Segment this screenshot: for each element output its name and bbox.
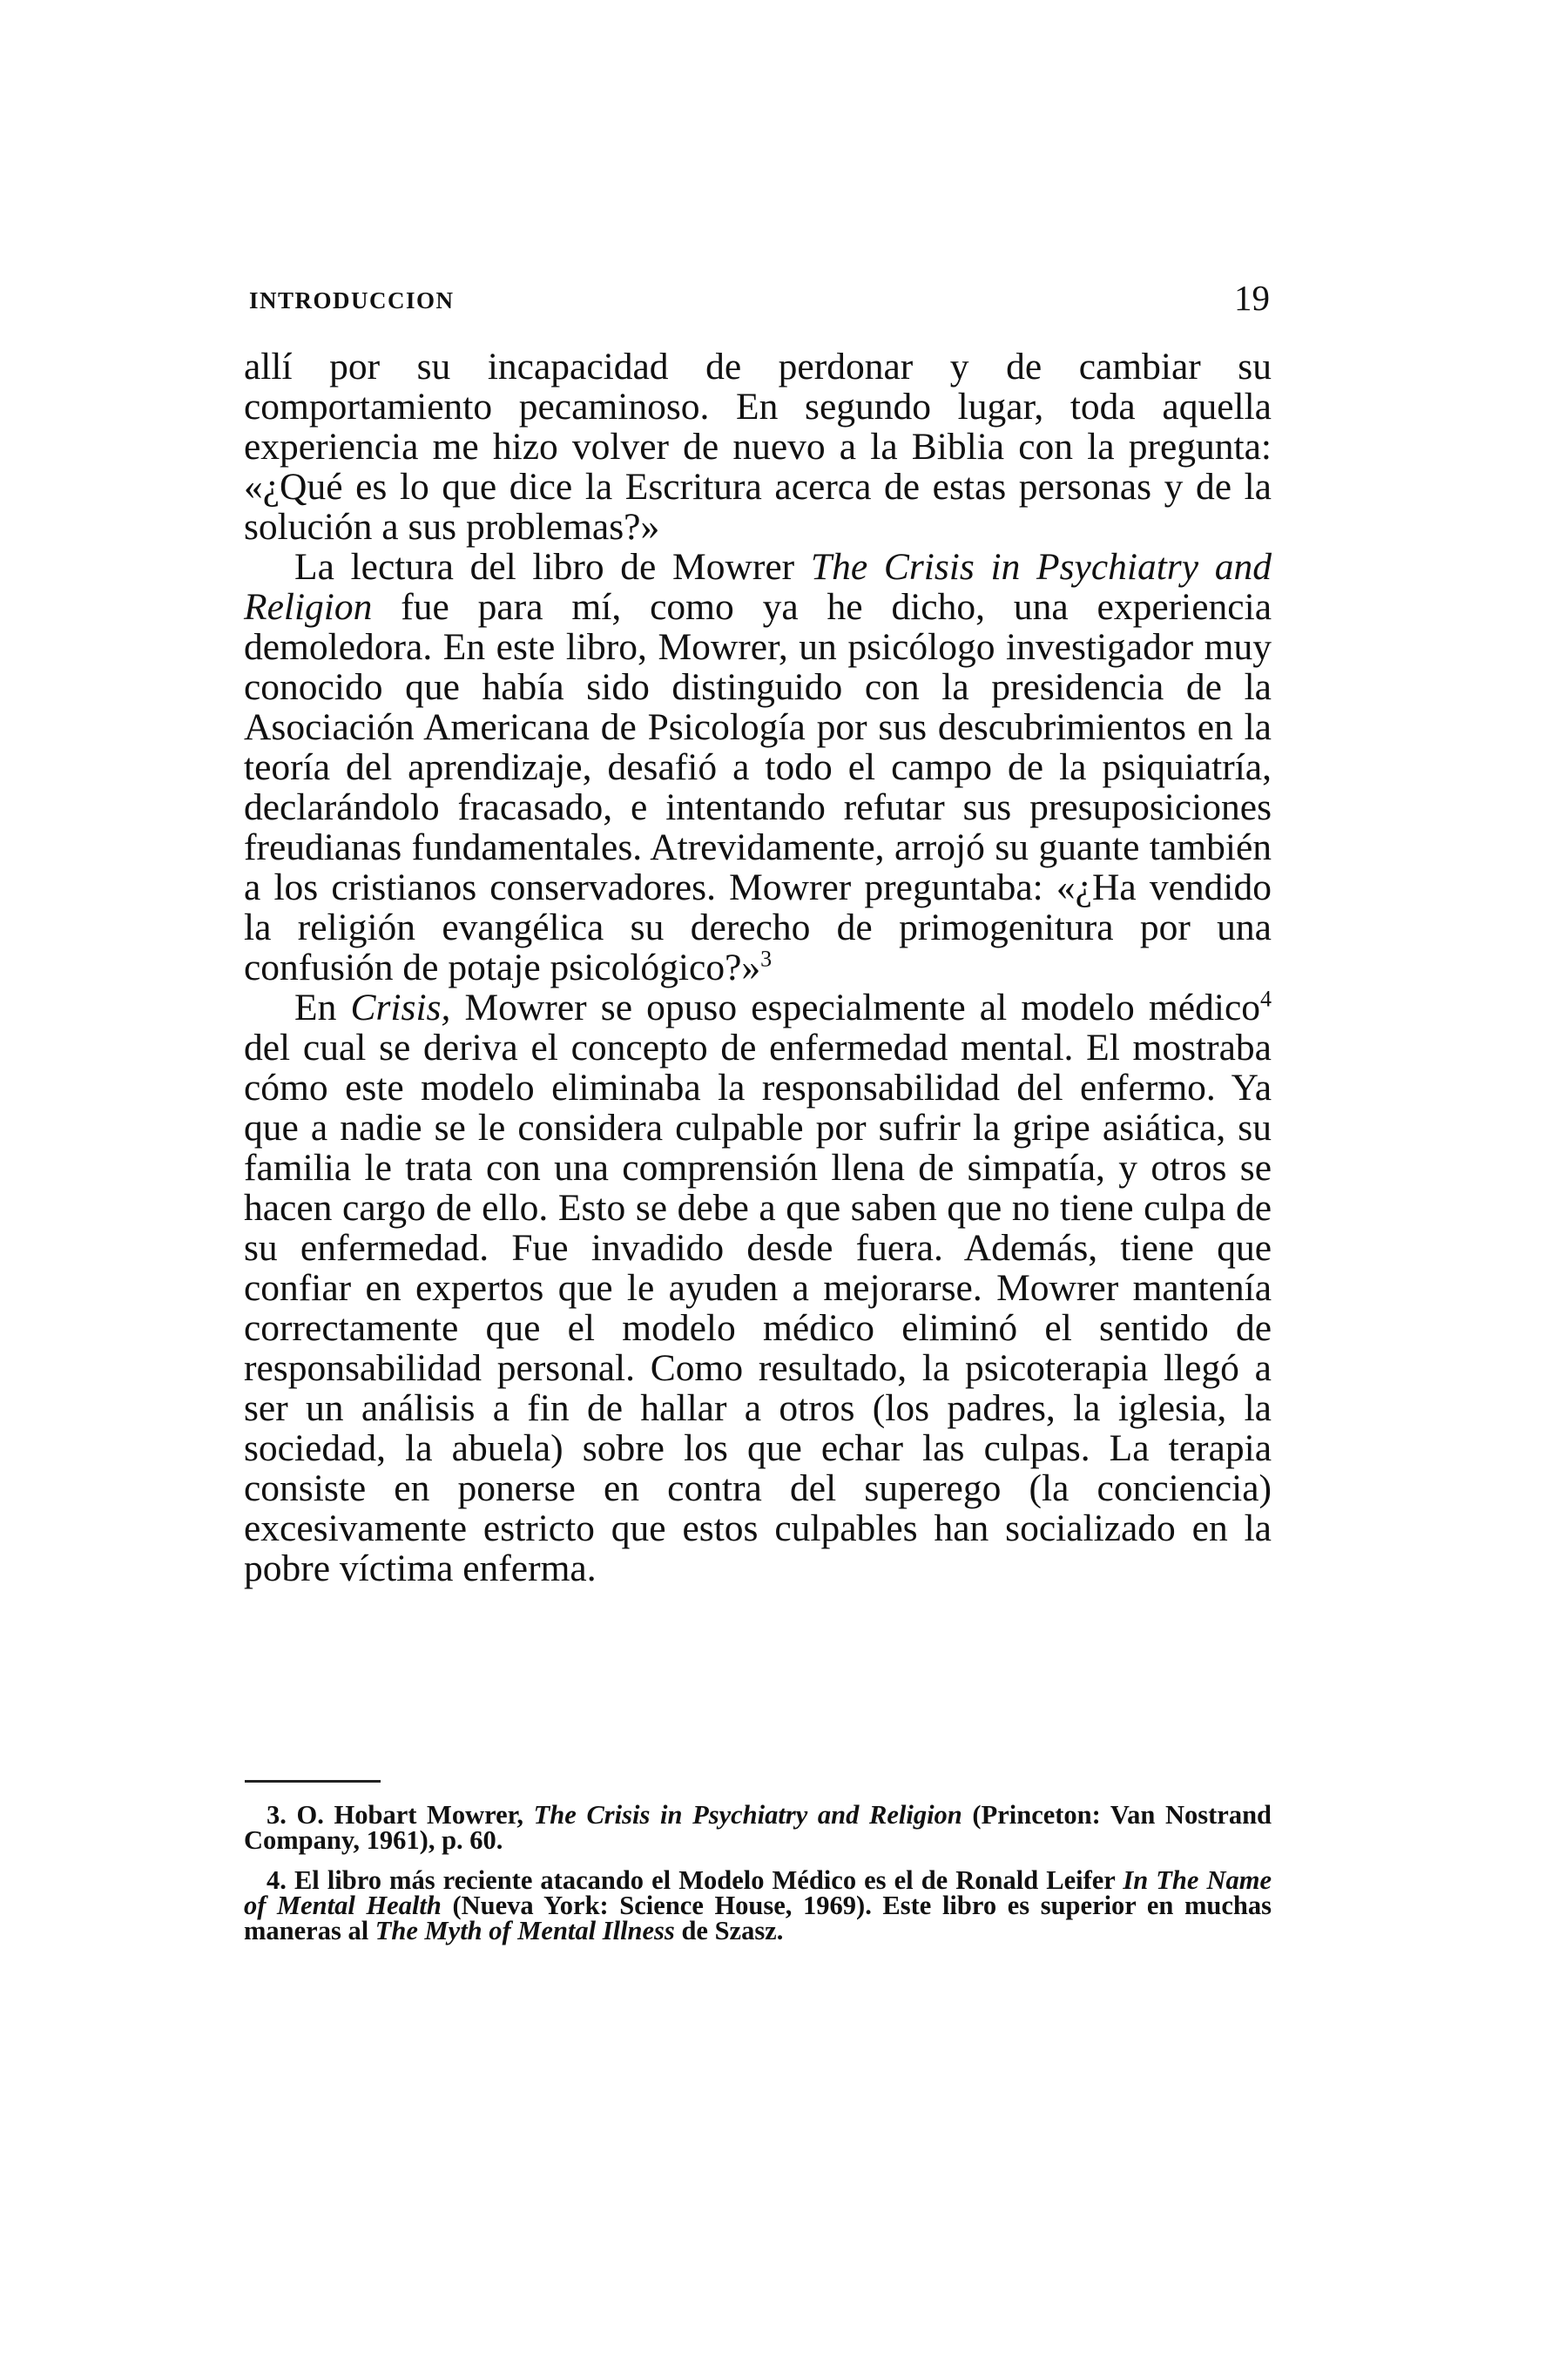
footnote-4 <box>244 1865 1272 1945</box>
paragraph-3-text-b: Mowrer se opuso especialmente al modelo médico <box>450 987 1260 1028</box>
footnote-4-number: 4. <box>267 1865 287 1895</box>
footnote-3-title: The Crisis in Psychiatry and Religion <box>533 1800 962 1830</box>
footnote-4-text-c: de Szasz. <box>674 1916 784 1945</box>
paragraph-2-text-b: fue para mí, como ya he dicho, una experiencia demoledora. En este libro, Mowrer, un psicólogo investigador muy conocido que había sido distinguido con la presidencia de la Asociación Americana de Psicología por sus descubrimientos en la teoría del aprendizaje, desafió a todo el campo de la psiquiatría, declarándolo fracasado, e intentando refutar sus presuposiciones freudianas fundamentales. Atrevidamente, arrojó su guante también a los cristianos conservadores. Mowrer preguntaba: «¿Ha vendido la religión evangélica su derecho de primogenitura por una confusión de potaje psicológico?» <box>244 586 1272 988</box>
paragraph-2 <box>244 547 1272 988</box>
running-title: INTRODUCCION <box>249 287 455 314</box>
footnote-3-number: 3. <box>267 1800 287 1830</box>
paragraph-3 <box>244 988 1272 1588</box>
footnote-ref-4: 4 <box>1260 986 1272 1012</box>
footnote-4-text-b: (Nueva York: Science House, 1969). Este libro es superior en muchas maneras al <box>244 1891 1272 1945</box>
footnote-3 <box>244 1800 1272 1855</box>
book-title-crisis-in-psychiatry: The Crisis in Psychiatry and Religion <box>244 546 1272 628</box>
footnote-4-title-1: In The Name of Mental Health <box>244 1865 1272 1920</box>
paragraph-1 <box>244 347 1272 547</box>
footnote-3-author: O. Hobart Mowrer, <box>286 1800 534 1830</box>
footnotes <box>244 1800 1272 1959</box>
paragraph-3-text-a: En <box>294 987 351 1028</box>
footnote-rule <box>245 1780 381 1783</box>
footnote-3-rest: (Princeton: Van Nostrand Company, 1961), p. 60. <box>244 1800 1272 1855</box>
book-title-crisis: Crisis, <box>350 987 451 1028</box>
footnote-4-title-2: The Myth of Mental Illness <box>375 1916 675 1945</box>
paragraph-1-text: allí por su incapacidad de perdonar y de cambiar su comportamiento pecaminoso. En segundo lugar, toda aquella experiencia me hizo volver de nuevo a la Biblia con la pregunta: «¿Qué es lo que dice la Escritura acerca de estas personas y de la solución a sus problemas?» <box>244 346 1272 548</box>
page-number: 19 <box>1234 278 1270 318</box>
running-head <box>249 277 1270 320</box>
body-text <box>244 347 1272 1588</box>
footnote-4-text-a: El libro más reciente atacando el Modelo Médico es el de Ronald Leifer <box>286 1865 1124 1895</box>
footnote-ref-3: 3 <box>760 946 773 972</box>
paragraph-3-text-c: del cual se deriva el concepto de enfermedad mental. El mostraba cómo este modelo eliminaba la responsabilidad del enfermo. Ya que a nadie se le considera culpable por sufrir la gripe asiática, su familia le trata con una comprensión llena de simpatía, y otros se hacen cargo de ello. Esto se debe a que saben que no tiene culpa de su enfermedad. Fue invadido desde fuera. Además, tiene que confiar en expertos que le ayuden a mejorarse. Mowrer mantenía correctamente que el modelo médico eliminó el sentido de responsabilidad personal. Como resultado, la psicoterapia llegó a ser un análisis a fin de hallar a otros (los padres, la iglesia, la sociedad, la abuela) sobre los que echar las culpas. La terapia consiste en ponerse en contra del superego (la conciencia) excesivamente estricto que estos culpables han socializado en la pobre víctima enferma. <box>244 1027 1272 1589</box>
paragraph-2-text-a: La lectura del libro de Mowrer <box>294 546 811 588</box>
